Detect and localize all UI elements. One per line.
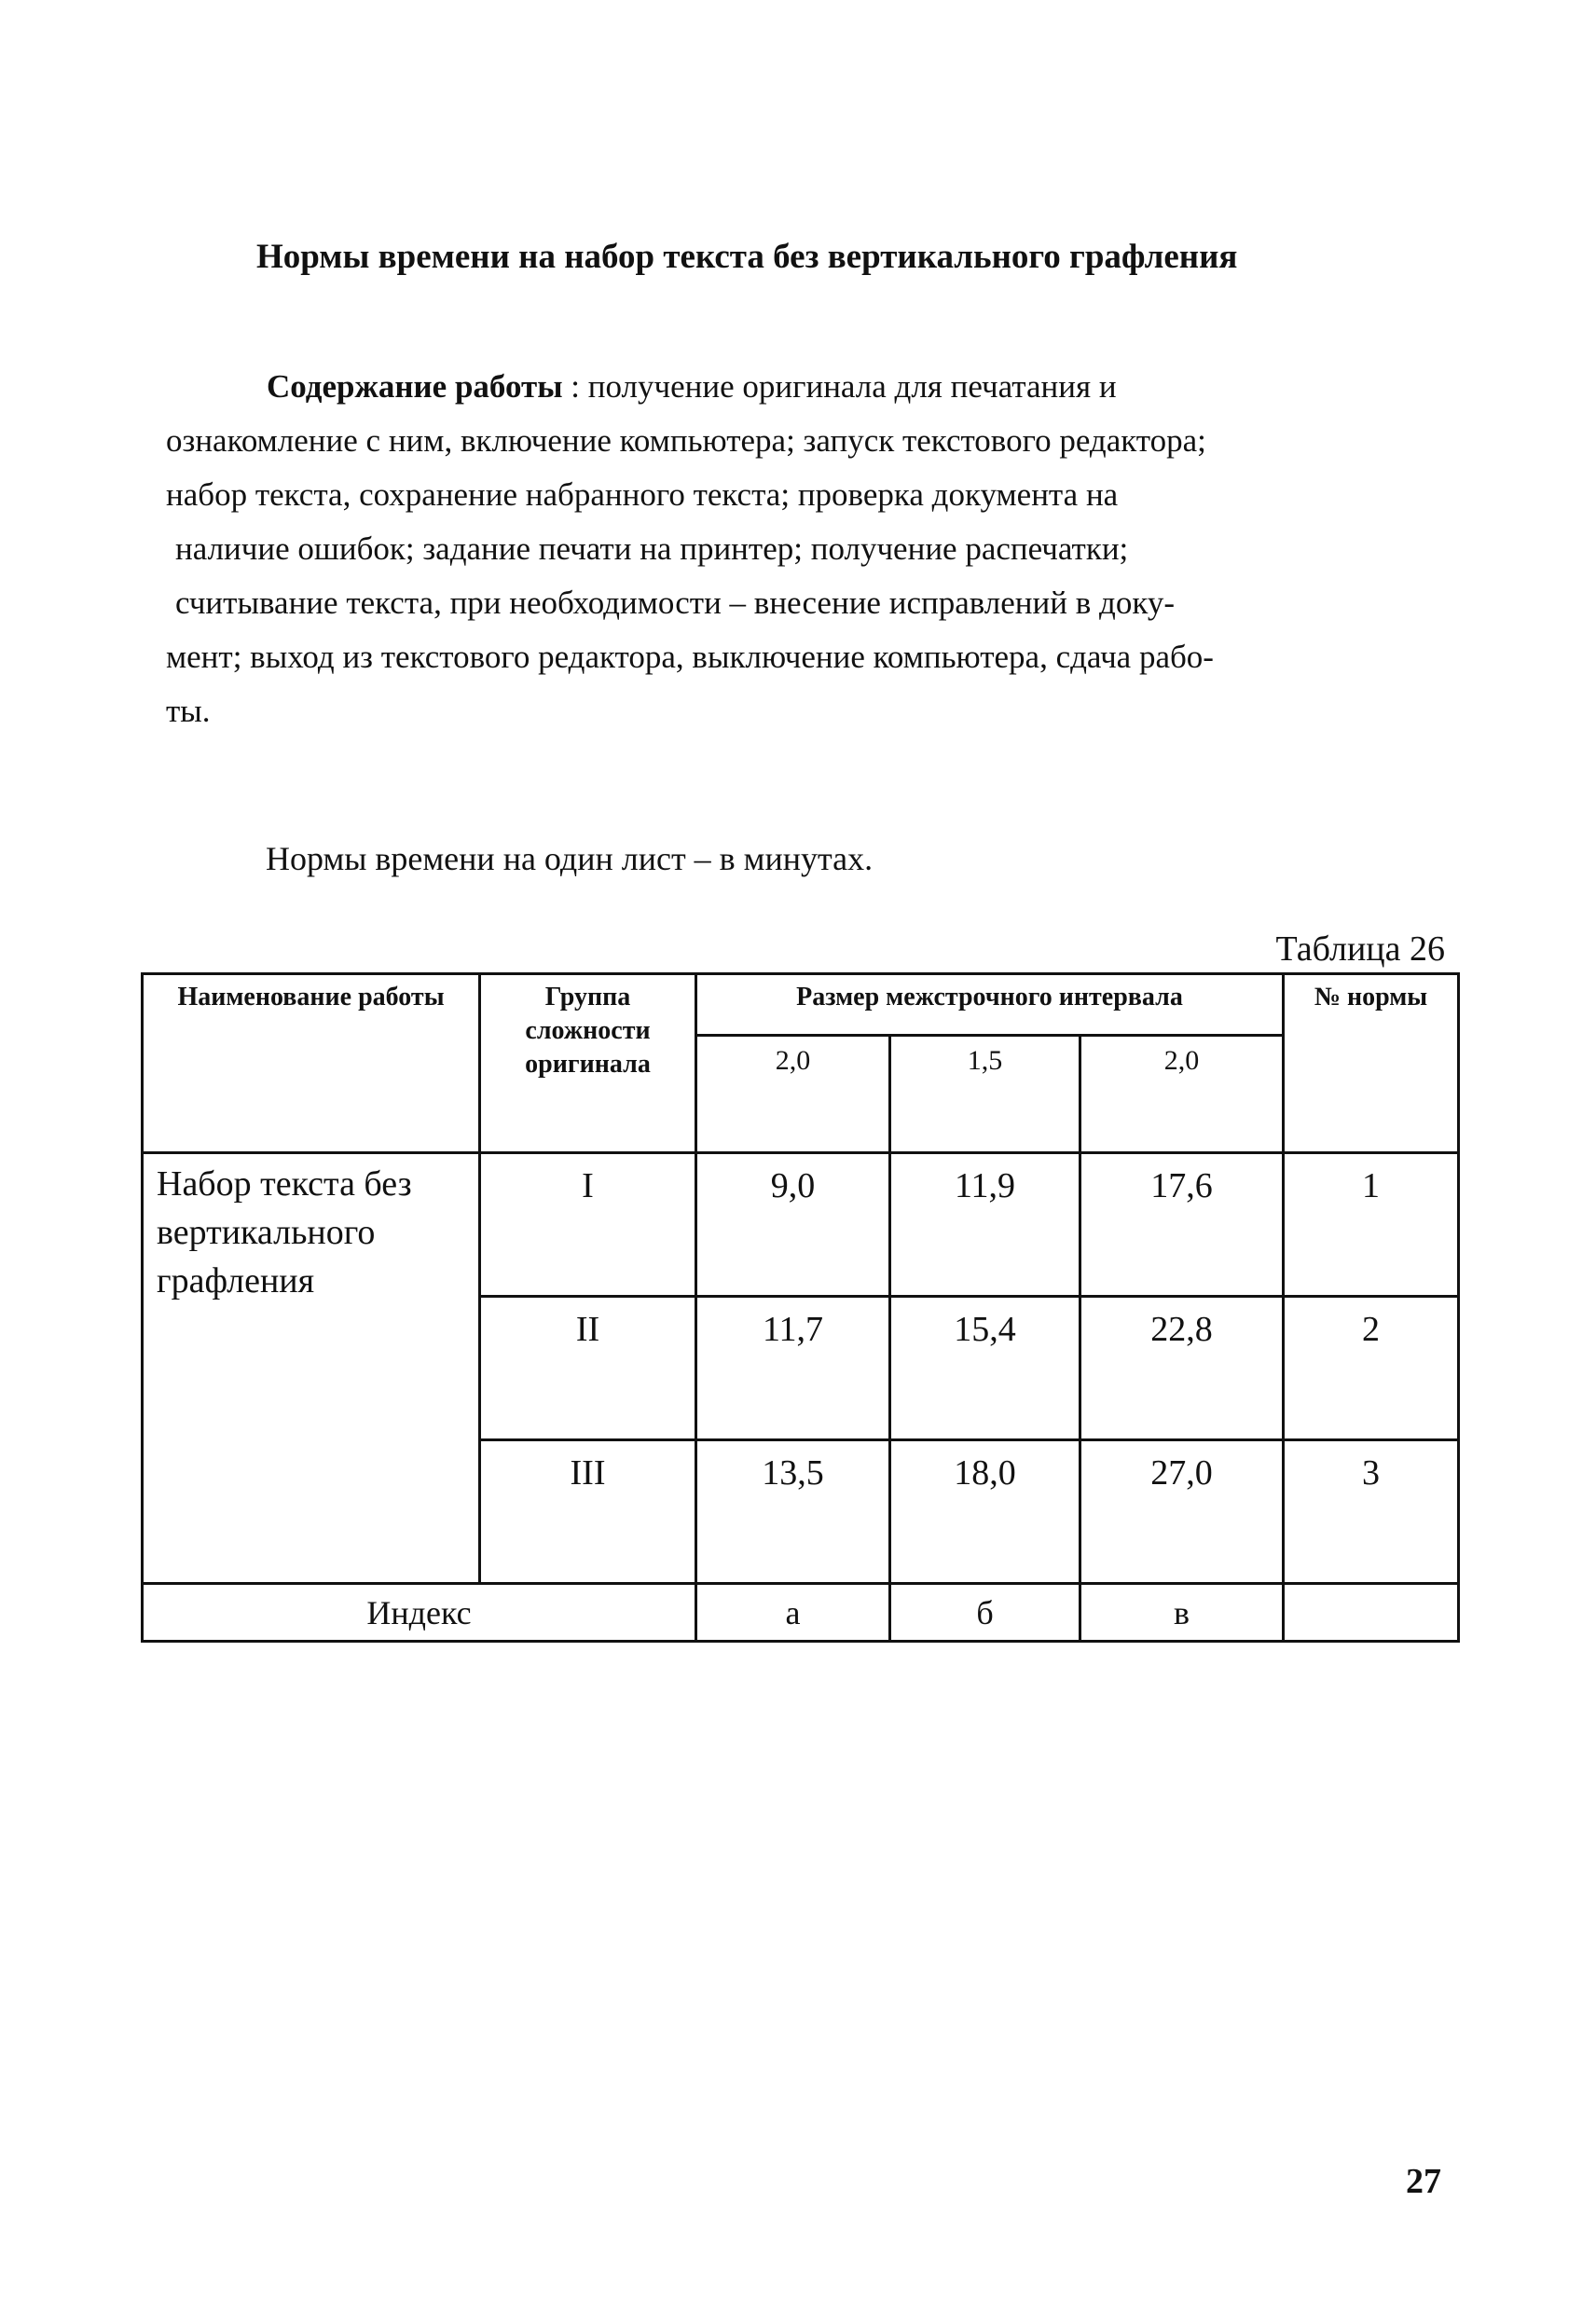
value-cell: 27,0	[1080, 1440, 1284, 1584]
value-cell: 17,6	[1080, 1153, 1284, 1297]
content-line-4: наличие ошибок; задание печати на принтер; получение распечатки;	[175, 530, 1129, 567]
page-number: 27	[1406, 2162, 1441, 2201]
value-cell: 11,7	[696, 1297, 890, 1440]
content-label: Содержание работы	[267, 368, 563, 405]
norm-number-cell: 2	[1284, 1297, 1459, 1440]
value-cell: 13,5	[696, 1440, 890, 1584]
index-label: Индекс	[143, 1584, 696, 1642]
value-cell: 18,0	[890, 1440, 1080, 1584]
value-cell: 15,4	[890, 1297, 1080, 1440]
table-number: Таблица 26	[1275, 929, 1445, 969]
norm-number-cell: 1	[1284, 1153, 1459, 1297]
content-line-1-text: : получение оригинала для печатания и	[562, 368, 1117, 405]
value-cell: 11,9	[890, 1153, 1080, 1297]
norm-number-cell: 3	[1284, 1440, 1459, 1584]
content-line-3: набор текста, сохранение набранного текста; проверка документа на	[166, 476, 1119, 513]
group-cell: I	[480, 1153, 696, 1297]
norms-caption: Нормы времени на один лист – в минутах.	[266, 840, 874, 877]
content-line-2: ознакомление с ним, включение компьютера; запуск текстового редактора;	[166, 422, 1206, 459]
work-name-cell: Набор текста без вертикального графления	[143, 1153, 480, 1584]
index-empty-cell	[1284, 1584, 1459, 1642]
table-header-row	[143, 974, 1459, 1036]
content-line-6: мент; выход из текстового редактора, выключение компьютера, сдача рабо-	[166, 639, 1214, 675]
norms-table	[141, 972, 1460, 1643]
header-interval: Размер межстрочного интервала	[696, 974, 1284, 1036]
page-heading: Нормы времени на набор текста без вертикального графления	[256, 238, 1238, 276]
content-line-7: ты.	[166, 693, 211, 729]
group-cell: II	[480, 1297, 696, 1440]
header-group: Группа сложности оригинала	[480, 974, 696, 1153]
table-row	[143, 1153, 1459, 1297]
content-line-1	[166, 360, 1434, 414]
interval-col-1: 2,0	[696, 1036, 890, 1153]
index-cell: б	[890, 1584, 1080, 1642]
header-work-name: Наименование работы	[143, 974, 480, 1153]
value-cell: 22,8	[1080, 1297, 1284, 1440]
interval-col-2: 1,5	[890, 1036, 1080, 1153]
index-row	[143, 1584, 1459, 1642]
work-content-paragraph	[166, 360, 1434, 738]
group-cell: III	[480, 1440, 696, 1584]
interval-col-3: 2,0	[1080, 1036, 1284, 1153]
content-line-5: считывание текста, при необходимости – внесение исправлений в доку-	[175, 585, 1175, 621]
value-cell: 9,0	[696, 1153, 890, 1297]
index-cell: в	[1080, 1584, 1284, 1642]
header-norm-number: № нормы	[1284, 974, 1459, 1153]
index-cell: а	[696, 1584, 890, 1642]
